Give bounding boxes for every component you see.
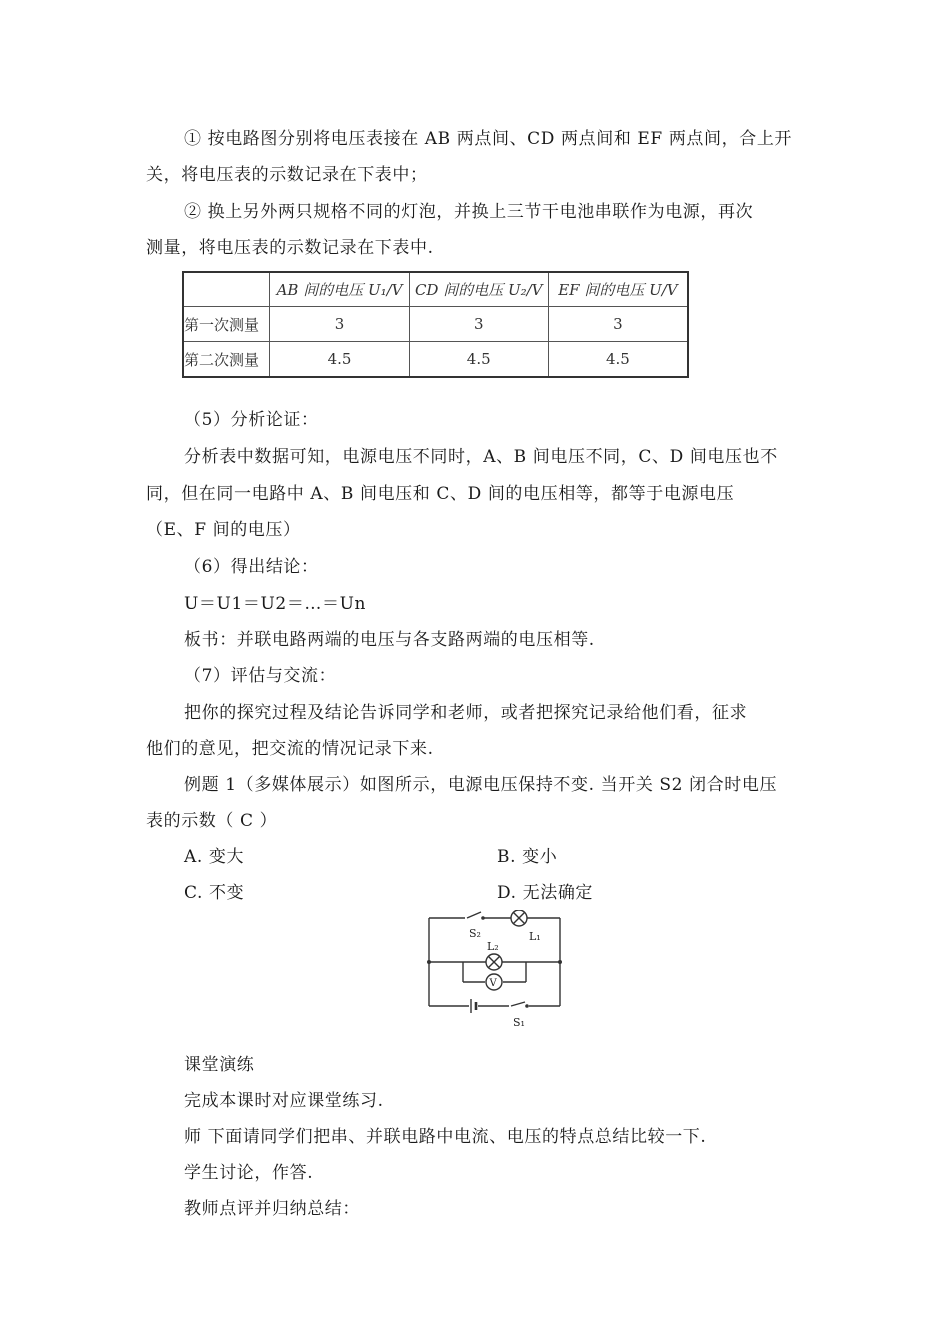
practice-line1: 完成本课时对应课堂练习. bbox=[184, 1091, 384, 1111]
table-header-row bbox=[183, 272, 688, 307]
switch-s1-blade bbox=[511, 1002, 525, 1006]
step1-line2: 关，将电压表的示数记录在下表中； bbox=[146, 165, 428, 185]
table-row-label: 第二次测量 bbox=[183, 342, 270, 378]
table-row-label: 第一次测量 bbox=[183, 307, 270, 342]
table-header-cell: EF 间的电压 U/V bbox=[548, 272, 688, 307]
table-row bbox=[183, 342, 688, 378]
label-l2: L₂ bbox=[487, 940, 499, 953]
conclusion-formula: U＝U1＝U2＝…＝Un bbox=[184, 594, 367, 614]
evaluation-line1: 把你的探究过程及结论告诉同学和老师，或者把探究记录给他们看，征求 bbox=[184, 703, 748, 723]
table-cell: 3 bbox=[270, 307, 409, 342]
label-l1: L₁ bbox=[529, 930, 541, 943]
practice-heading: 课堂演练 bbox=[184, 1055, 255, 1075]
analysis-line2: 同，但在同一电路中 A、B 间电压和 C、D 间的电压相等，都等于电源电压 bbox=[146, 484, 735, 504]
label-s2: S₂ bbox=[469, 927, 481, 940]
table-cell: 3 bbox=[548, 307, 688, 342]
table-cell: 4.5 bbox=[548, 342, 688, 378]
step2-line1: ② 换上另外两只规格不同的灯泡，并换上三节干电池串联作为电源，再次 bbox=[184, 202, 754, 222]
option-a: A. 变大 bbox=[184, 847, 245, 867]
table-row bbox=[183, 307, 688, 342]
table-cell: 3 bbox=[409, 307, 548, 342]
table-header-cell: AB 间的电压 U₁/V bbox=[270, 272, 409, 307]
example-line1: 例题 1（多媒体展示）如图所示，电源电压保持不变. 当开关 S2 闭合时电压 bbox=[184, 775, 778, 795]
junction-right bbox=[558, 960, 562, 964]
option-b: B. 变小 bbox=[497, 847, 558, 867]
voltage-table bbox=[182, 271, 689, 378]
switch-s2-blade bbox=[467, 912, 481, 918]
switch-s1-contact bbox=[525, 1004, 529, 1008]
evaluation-line2: 他们的意见，把交流的情况记录下来. bbox=[146, 739, 434, 759]
table-header-cell bbox=[183, 272, 270, 307]
step2-line2: 测量，将电压表的示数记录在下表中. bbox=[146, 238, 434, 258]
board-note: 板书：并联电路两端的电压与各支路两端的电压相等. bbox=[184, 630, 595, 650]
circuit-diagram bbox=[425, 910, 565, 1030]
analysis-line1: 分析表中数据可知，电源电压不同时，A、B 间电压不同，C、D 间电压也不 bbox=[184, 447, 778, 467]
option-c: C. 不变 bbox=[184, 883, 245, 903]
table-cell: 4.5 bbox=[409, 342, 548, 378]
analysis-line3: （E、F 间的电压） bbox=[146, 520, 301, 540]
label-v: V bbox=[489, 978, 497, 989]
label-s1: S₁ bbox=[513, 1016, 525, 1029]
conclusion-heading: （6）得出结论： bbox=[184, 557, 319, 577]
example-line2: 表的示数（ C ） bbox=[146, 811, 278, 831]
table-header-cell: CD 间的电压 U₂/V bbox=[409, 272, 548, 307]
summary-line: 教师点评并归纳总结： bbox=[184, 1199, 360, 1219]
analysis-heading: （5）分析论证： bbox=[184, 410, 319, 430]
students-line: 学生讨论，作答. bbox=[184, 1163, 314, 1183]
table-cell: 4.5 bbox=[270, 342, 409, 378]
step1-line1: ① 按电路图分别将电压表接在 AB 两点间、CD 两点间和 EF 两点间，合上开 bbox=[184, 129, 793, 149]
junction-left bbox=[427, 960, 431, 964]
teacher-line: 师 下面请同学们把串、并联电路中电流、电压的特点总结比较一下. bbox=[184, 1127, 707, 1147]
evaluation-heading: （7）评估与交流： bbox=[184, 666, 337, 686]
option-d: D. 无法确定 bbox=[497, 883, 594, 903]
switch-s2-contact bbox=[481, 916, 485, 920]
